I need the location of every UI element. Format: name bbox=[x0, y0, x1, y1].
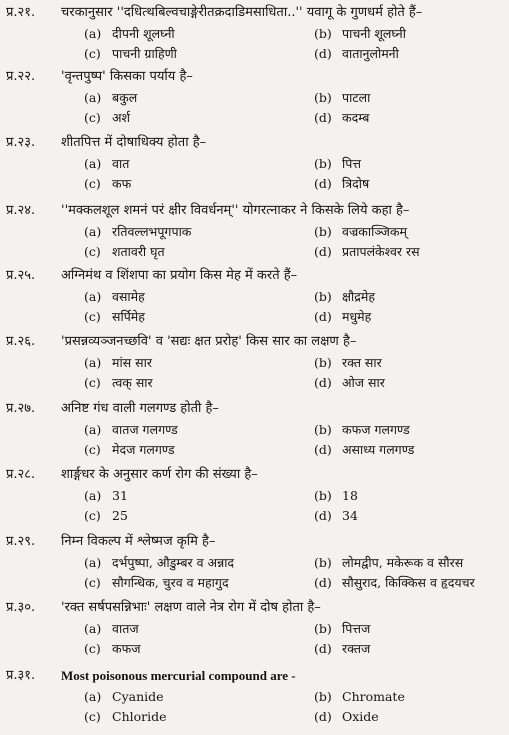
option-c[interactable] bbox=[84, 440, 175, 460]
option-a[interactable] bbox=[84, 353, 152, 373]
option-label: (d) bbox=[314, 375, 332, 390]
question-text: 'वृन्तपुष्प' किसका पर्याय है– bbox=[61, 69, 193, 84]
option-label: (a) bbox=[84, 488, 102, 503]
option-text: रतिवल्लभपूगपाक bbox=[112, 224, 192, 239]
option-label: (c) bbox=[84, 375, 101, 390]
option-text: वज्रकाञ्जिकम् bbox=[342, 224, 407, 239]
option-label: (d) bbox=[314, 110, 332, 125]
option-c[interactable] bbox=[84, 639, 141, 659]
option-label: (d) bbox=[314, 176, 332, 191]
option-b[interactable] bbox=[314, 420, 410, 440]
option-text: कफज bbox=[112, 641, 141, 656]
option-a[interactable] bbox=[84, 420, 178, 440]
option-b[interactable] bbox=[314, 154, 361, 174]
option-text: असाध्य गलगण्ड bbox=[342, 442, 415, 457]
question-text: अग्निमंथ व शिंशपा का प्रयोग किस मेह में करते हैं– bbox=[61, 268, 298, 283]
option-label: (a) bbox=[84, 355, 102, 370]
option-text: शतावरी घृत bbox=[112, 244, 165, 259]
option-label: (c) bbox=[84, 709, 101, 724]
option-label: (b) bbox=[314, 555, 332, 570]
option-label: (c) bbox=[84, 641, 101, 656]
option-label: (c) bbox=[84, 309, 101, 324]
option-text: Chromate bbox=[342, 689, 405, 704]
option-a[interactable] bbox=[84, 619, 139, 639]
option-text: बकुल bbox=[112, 90, 138, 105]
option-d[interactable] bbox=[314, 307, 371, 327]
option-label: (b) bbox=[314, 156, 332, 171]
option-text: दर्भपुष्पा, औडुम्बर व अन्नाद bbox=[112, 555, 235, 570]
option-text: अर्श bbox=[112, 110, 131, 125]
option-text: पाचनी शूलघ्नी bbox=[342, 26, 406, 41]
option-b[interactable] bbox=[314, 287, 375, 307]
option-text: त्रिदोष bbox=[342, 176, 370, 191]
option-label: (a) bbox=[84, 689, 102, 704]
option-text: कदम्ब bbox=[342, 110, 370, 125]
option-c[interactable] bbox=[84, 44, 177, 64]
option-text: वात bbox=[112, 156, 130, 171]
question-text: शीतपित्त में दोषाधिक्य होता है– bbox=[61, 135, 207, 150]
option-label: (a) bbox=[84, 26, 102, 41]
option-label: (a) bbox=[84, 156, 102, 171]
question-number: प्र.३१. bbox=[6, 668, 36, 683]
option-text: Chloride bbox=[112, 709, 167, 724]
question-number: प्र.३०. bbox=[6, 600, 36, 615]
option-d[interactable] bbox=[314, 707, 379, 727]
option-text: दीपनी शूलघ्नी bbox=[112, 26, 175, 41]
option-text: सौगन्धिक, चुरव व महागुद bbox=[112, 575, 229, 590]
option-text: पित्त bbox=[342, 156, 361, 171]
option-c[interactable] bbox=[84, 373, 153, 393]
option-label: (c) bbox=[84, 46, 101, 61]
option-label: (c) bbox=[84, 508, 101, 523]
option-c[interactable] bbox=[84, 573, 229, 593]
option-label: (c) bbox=[84, 110, 101, 125]
option-label: (b) bbox=[314, 488, 332, 503]
option-d[interactable] bbox=[314, 639, 370, 659]
option-label: (c) bbox=[84, 442, 101, 457]
option-text: पित्तज bbox=[342, 621, 371, 636]
option-b[interactable] bbox=[314, 222, 407, 242]
option-a[interactable] bbox=[84, 687, 164, 707]
option-label: (a) bbox=[84, 422, 102, 437]
option-b[interactable] bbox=[314, 486, 358, 506]
option-text: Cyanide bbox=[112, 689, 164, 704]
option-text: वातानुलोमनी bbox=[342, 46, 399, 61]
option-label: (b) bbox=[314, 289, 332, 304]
option-a[interactable] bbox=[84, 154, 129, 174]
option-text: पाटला bbox=[342, 90, 371, 105]
question-text: Most poisonous mercurial compound are - bbox=[61, 668, 296, 683]
option-label: (c) bbox=[84, 575, 101, 590]
option-text: 25 bbox=[112, 508, 128, 523]
option-b[interactable] bbox=[314, 88, 370, 108]
option-label: (b) bbox=[314, 26, 332, 41]
option-b[interactable] bbox=[314, 553, 463, 573]
option-a[interactable] bbox=[84, 486, 128, 506]
question-text: शार्ङ्गधर के अनुसार कर्ण रोग की संख्या है– bbox=[61, 467, 258, 482]
option-label: (c) bbox=[84, 176, 101, 191]
option-label: (a) bbox=[84, 90, 102, 105]
option-a[interactable] bbox=[84, 88, 137, 108]
option-b[interactable] bbox=[314, 24, 406, 44]
option-text: रक्तज bbox=[342, 641, 371, 656]
option-a[interactable] bbox=[84, 553, 234, 573]
question-text: 'रक्त सर्षपसन्निभाः' लक्षण वाले नेत्र रोग में दोष होता है– bbox=[61, 600, 321, 615]
option-d[interactable] bbox=[314, 108, 369, 128]
option-c[interactable] bbox=[84, 174, 131, 194]
option-label: (d) bbox=[314, 309, 332, 324]
question-text: चरकानुसार ''दधित्थबिल्वचाङ्गेरीतक्रदाडिमसाधिता..'' यवागू के गुणधर्म होते हैं– bbox=[61, 5, 423, 20]
option-text: रक्त सार bbox=[342, 355, 382, 370]
question-number: प्र.२४. bbox=[6, 203, 36, 218]
option-text: कफ bbox=[112, 176, 132, 191]
option-b[interactable] bbox=[314, 619, 370, 639]
option-label: (a) bbox=[84, 621, 102, 636]
option-label: (d) bbox=[314, 46, 332, 61]
option-text: प्रतापलंकेश्वर रस bbox=[342, 244, 420, 259]
question-text: अनिष्ट गंध वाली गलगण्ड होती है– bbox=[61, 401, 219, 416]
option-text: Oxide bbox=[342, 709, 379, 724]
option-d[interactable] bbox=[314, 440, 414, 460]
option-c[interactable] bbox=[84, 242, 165, 262]
option-label: (d) bbox=[314, 442, 332, 457]
option-text: 31 bbox=[112, 488, 128, 503]
option-d[interactable] bbox=[314, 242, 420, 262]
option-b[interactable] bbox=[314, 687, 405, 707]
option-label: (a) bbox=[84, 289, 102, 304]
option-label: (d) bbox=[314, 709, 332, 724]
option-label: (d) bbox=[314, 508, 332, 523]
question-text: ''मक्कलशूल शमनं परं क्षीर विवर्धनम्'' योगरत्नाकर ने किसके लिये कहा है– bbox=[61, 203, 410, 218]
option-text: वातज bbox=[112, 621, 139, 636]
option-label: (d) bbox=[314, 575, 332, 590]
option-text: मधुमेह bbox=[342, 309, 372, 324]
option-label: (b) bbox=[314, 689, 332, 704]
question-number: प्र.२६. bbox=[6, 334, 36, 349]
option-c[interactable] bbox=[84, 108, 130, 128]
question-number: प्र.२५. bbox=[6, 268, 36, 283]
option-c[interactable] bbox=[84, 506, 128, 526]
option-text: पाचनी ग्राहिणी bbox=[112, 46, 177, 61]
option-label: (a) bbox=[84, 555, 102, 570]
option-d[interactable] bbox=[314, 506, 358, 526]
option-label: (c) bbox=[84, 244, 101, 259]
option-a[interactable] bbox=[84, 24, 175, 44]
question-number: प्र.२९. bbox=[6, 534, 36, 549]
question-number: प्र.२२. bbox=[6, 69, 36, 84]
question-number: प्र.२७. bbox=[6, 401, 36, 416]
option-text: ओज सार bbox=[342, 375, 385, 390]
question-number: प्र.२१. bbox=[6, 5, 36, 20]
option-a[interactable] bbox=[84, 222, 191, 242]
option-text: सर्पिमेह bbox=[112, 309, 145, 324]
option-label: (a) bbox=[84, 224, 102, 239]
option-label: (b) bbox=[314, 621, 332, 636]
option-label: (b) bbox=[314, 355, 332, 370]
option-text: 34 bbox=[342, 508, 358, 523]
option-d[interactable] bbox=[314, 373, 385, 393]
option-text: वसामेह bbox=[112, 289, 145, 304]
question-text: 'प्रसन्नव्यञ्जनच्छवि' व 'सद्यः क्षत प्ररोह' किस सार का लक्षण है– bbox=[61, 334, 357, 349]
question-number: प्र.२८. bbox=[6, 467, 36, 482]
option-text: वातज गलगण्ड bbox=[112, 422, 178, 437]
option-d[interactable] bbox=[314, 573, 475, 593]
option-label: (d) bbox=[314, 641, 332, 656]
option-text: त्वक् सार bbox=[112, 375, 153, 390]
option-d[interactable] bbox=[314, 174, 369, 194]
option-text: मेदज गलगण्ड bbox=[112, 442, 175, 457]
option-c[interactable] bbox=[84, 307, 145, 327]
option-b[interactable] bbox=[314, 353, 382, 373]
question-text: निम्न विकल्प में श्लेष्मज कृमि है– bbox=[61, 534, 216, 549]
option-text: लोमद्वीप, मकेरूक व सौरस bbox=[342, 555, 464, 570]
option-text: मांस सार bbox=[112, 355, 152, 370]
option-d[interactable] bbox=[314, 44, 399, 64]
option-label: (b) bbox=[314, 422, 332, 437]
option-c[interactable] bbox=[84, 707, 167, 727]
option-label: (b) bbox=[314, 90, 332, 105]
option-text: 18 bbox=[342, 488, 358, 503]
option-text: क्षौद्रमेह bbox=[342, 289, 375, 304]
option-label: (d) bbox=[314, 244, 332, 259]
option-label: (b) bbox=[314, 224, 332, 239]
option-text: सौसुराद, किक्किस व हृदयचर bbox=[342, 575, 475, 590]
question-number: प्र.२३. bbox=[6, 135, 36, 150]
option-text: कफज गलगण्ड bbox=[342, 422, 410, 437]
option-a[interactable] bbox=[84, 287, 145, 307]
